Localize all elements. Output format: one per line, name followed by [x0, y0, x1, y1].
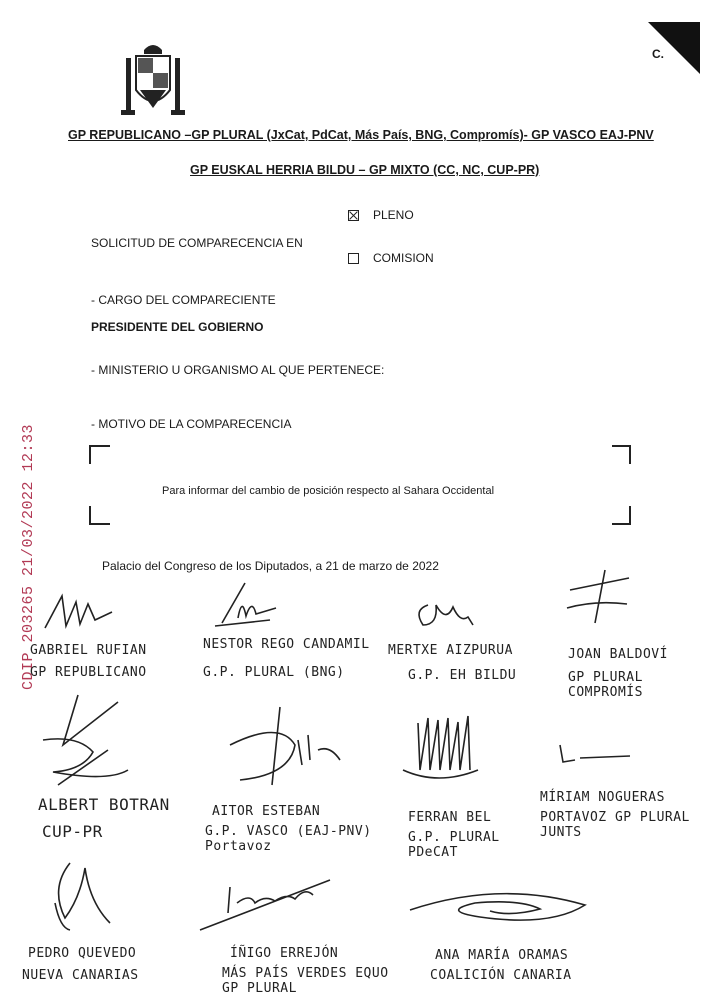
- signature-esteban: [220, 705, 350, 790]
- signature-botran: [38, 690, 133, 790]
- place-date: Palacio del Congreso de los Diputados, a 21 de marzo de 2022: [102, 559, 439, 573]
- signature-errejon: [195, 875, 335, 935]
- cargo-label: - CARGO DEL COMPARECIENTE: [91, 293, 276, 307]
- request-label: SOLICITUD DE COMPARECENCIA EN: [91, 236, 303, 250]
- signatory-2-group: G.P. PLURAL (BNG): [203, 665, 345, 680]
- signatory-5-group: CUP-PR: [42, 822, 103, 841]
- signatory-4-group: GP PLURAL COMPROMÍS: [568, 670, 643, 700]
- option-comision: COMISION: [348, 251, 434, 265]
- corner-mark: C.: [652, 47, 664, 61]
- signature-nogueras: [555, 740, 635, 770]
- cargo-value: PRESIDENTE DEL GOBIERNO: [91, 320, 264, 334]
- signatory-3-name: MERTXE AIZPURUA: [388, 643, 513, 658]
- comision-checkbox: [348, 253, 359, 264]
- header-line-1: GP REPUBLICANO –GP PLURAL (JxCat, PdCat, Más País, BNG, Compromís)- GP VASCO EAJ-PNV: [68, 128, 654, 142]
- signature-aizpurua: [408, 595, 483, 635]
- signatory-1-name: GABRIEL RUFIAN: [30, 643, 147, 658]
- signatory-8-group: PORTAVOZ GP PLURAL JUNTS: [540, 810, 690, 840]
- signature-oramas: [400, 885, 600, 935]
- signature-quevedo: [40, 858, 115, 938]
- signature-rufian: [40, 588, 120, 638]
- signatory-3-group: G.P. EH BILDU: [408, 668, 517, 683]
- signatory-7-group: G.P. PLURAL PDeCAT: [408, 830, 500, 860]
- signatory-11-group: COALICIÓN CANARIA: [430, 968, 572, 983]
- signature-bel: [398, 708, 483, 788]
- signatory-6-name: AITOR ESTEBAN: [212, 804, 321, 819]
- signatory-2-name: NESTOR REGO CANDAMIL: [203, 637, 370, 652]
- signatory-6-group: G.P. VASCO (EAJ-PNV) Portavoz: [205, 824, 372, 854]
- signatory-10-group: MÁS PAÍS VERDES EQUO GP PLURAL: [222, 966, 389, 996]
- signatory-8-name: MÍRIAM NOGUERAS: [540, 790, 665, 805]
- header-line-2: GP EUSKAL HERRIA BILDU – GP MIXTO (CC, NC, CUP-PR): [190, 163, 540, 177]
- signature-baldovi: [565, 568, 635, 628]
- signatory-4-name: JOAN BALDOVÍ: [568, 647, 668, 662]
- signatory-9-group: NUEVA CANARIAS: [22, 968, 139, 983]
- coat-of-arms-icon: [118, 40, 188, 118]
- signatory-1-group: GP REPUBLICANO: [30, 665, 147, 680]
- pleno-checkbox: [348, 210, 359, 221]
- signature-rego: [210, 578, 280, 633]
- signatory-9-name: PEDRO QUEVEDO: [28, 946, 137, 961]
- signatory-11-name: ANA MARÍA ORAMAS: [435, 948, 569, 963]
- signatory-5-name: ALBERT BOTRAN: [38, 795, 170, 814]
- signatory-7-name: FERRAN BEL: [408, 810, 492, 825]
- motivo-text: Para informar del cambio de posición respecto al Sahara Occidental: [162, 485, 495, 497]
- motivo-label: - MOTIVO DE LA COMPARECENCIA: [91, 417, 292, 431]
- option-pleno: PLENO: [348, 208, 414, 222]
- ministerio-label: - MINISTERIO U ORGANISMO AL QUE PERTENECE:: [91, 363, 385, 377]
- signatory-10-name: ÍÑIGO ERREJÓN: [230, 946, 339, 961]
